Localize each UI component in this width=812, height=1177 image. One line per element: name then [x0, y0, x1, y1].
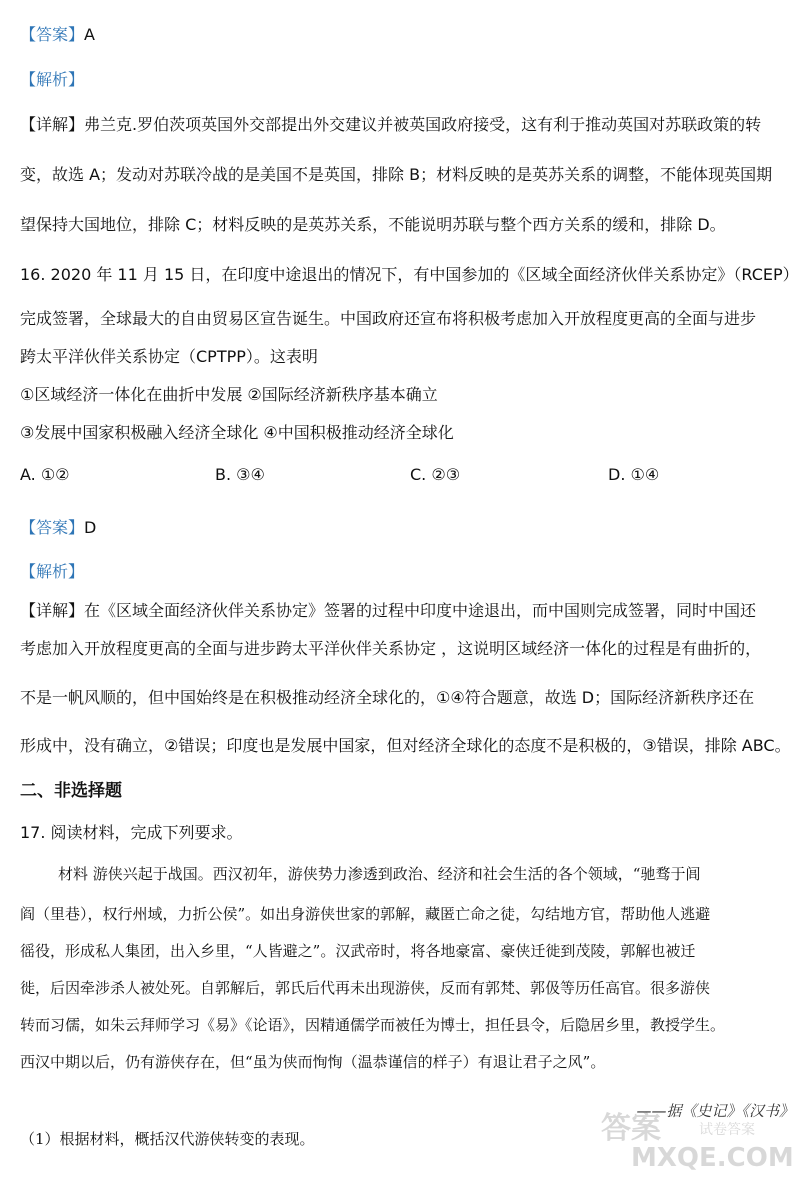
- detail-line-16-2: 不是一帆风顺的，但中国始终是在积极推动经济全球化的，①④符合题意，故选 D；国际经济新秩序还在: [20, 688, 755, 707]
- material-line-5: 西汉中期以后，仍有游侠存在，但“虽为侠而恂恂（温恭谨信的样子）有退让君子之风”。: [20, 1053, 606, 1071]
- q16-stem-1: 完成签署，全球最大的自由贸易区宣告诞生。中国政府还宣布将积极考虑加入开放程度更高的全面与进步: [20, 309, 757, 328]
- detail-line-15-2: 望保持大国地位，排除 C；材料反映的是英苏关系，不能说明苏联与整个西方关系的缓和，排除 D。: [20, 215, 726, 234]
- option-b: B. ③④: [215, 465, 265, 484]
- answer-line-15: [20, 22, 95, 45]
- option-a: A. ①②: [20, 465, 70, 484]
- section-heading: 二、非选择题: [20, 781, 122, 801]
- detail-line-16-0: 【详解】在《区域全面经济伙伴关系协定》签署的过程中印度中途退出，而中国则完成签署，同时中国还: [20, 601, 757, 620]
- answer-value: D: [84, 518, 97, 537]
- analysis-tag-15: 【解析】: [20, 70, 85, 89]
- q16-statement-1: ③发展中国家积极融入经济全球化 ④中国积极推动经济全球化: [20, 423, 454, 442]
- detail-line-16-3: 形成中，没有确立，②错误；印度也是发展中国家，但对经济全球化的态度不是积极的，③错误，排除 ABC。: [20, 736, 791, 755]
- answer-value: A: [84, 25, 95, 44]
- answer-tag: 【答案】: [20, 518, 85, 537]
- material-line-1: 阎（里巷），权行州域，力折公侯”。如出身游侠世家的郭解，藏匿亡命之徒，勾结地方官，帮助他人逃避: [20, 905, 711, 923]
- material-source: ——据《史记》《汉书》: [636, 1102, 794, 1120]
- material-line-2: 徭役，形成私人集团，出入乡里，“人皆避之”。汉武帝时，将各地豪富、豪侠迁徙到茂陵，郭解也被迁: [20, 942, 696, 960]
- q16-stem-0: 16. 2020 年 11 月 15 日，在印度中途退出的情况下，有中国参加的《区域全面经济伙伴关系协定》（RCEP）: [20, 265, 799, 284]
- option-c: C. ②③: [410, 465, 461, 484]
- watermark-line2: 试卷答案: [699, 1122, 755, 1138]
- q16-statement-0: ①区域经济一体化在曲折中发展 ②国际经济新秩序基本确立: [20, 385, 438, 404]
- watermark-line1: 答案: [601, 1111, 661, 1146]
- material-line-0: 材料 游侠兴起于战国。西汉初年，游侠势力渗透到政治、经济和社会生活的各个领域，“驰骛于闾: [58, 865, 701, 883]
- material-line-4: 转而习儒，如朱云拜师学习《易》《论语》，因精通儒学而被任为博士，担任县令，后隐居乡里，教授学生。: [20, 1016, 726, 1034]
- detail-line-16-1: 考虑加入开放程度更高的全面与进步跨太平洋伙伴关系协定 ，这说明区域经济一体化的过程是有曲折的，: [20, 639, 762, 658]
- answer-line-16: [20, 515, 96, 538]
- detail-tag: 【详解】: [20, 115, 85, 134]
- material-line-3: 徙，后因牵涉杀人被处死。自郭解后，郭氏后代再未出现游侠，反而有郭梵、郭伋等历任高官。很多游侠: [20, 979, 711, 997]
- detail-line-15-1: 变，故选 A；发动对苏联冷战的是美国不是英国，排除 B；材料反映的是英苏关系的调整，不能体现英国期: [20, 165, 773, 184]
- option-d: D. ①④: [608, 465, 660, 484]
- analysis-tag-16: 【解析】: [20, 562, 85, 581]
- answer-tag: 【答案】: [20, 25, 85, 44]
- q17-sub-question-1: （1）根据材料，概括汉代游侠转变的表现。: [20, 1130, 315, 1148]
- q17-stem: 17. 阅读材料，完成下列要求。: [20, 823, 243, 842]
- watermark-line3: MXQE.COM: [631, 1143, 794, 1172]
- watermark-logo: [591, 1108, 796, 1172]
- detail-tag: 【详解】: [20, 601, 85, 620]
- detail-line-15-0: 【详解】弗兰克.罗伯茨项英国外交部提出外交建议并被英国政府接受，这有利于推动英国对苏联政策的转: [20, 115, 762, 134]
- q16-stem-2: 跨太平洋伙伴关系协定（CPTPP）。这表明: [20, 347, 318, 366]
